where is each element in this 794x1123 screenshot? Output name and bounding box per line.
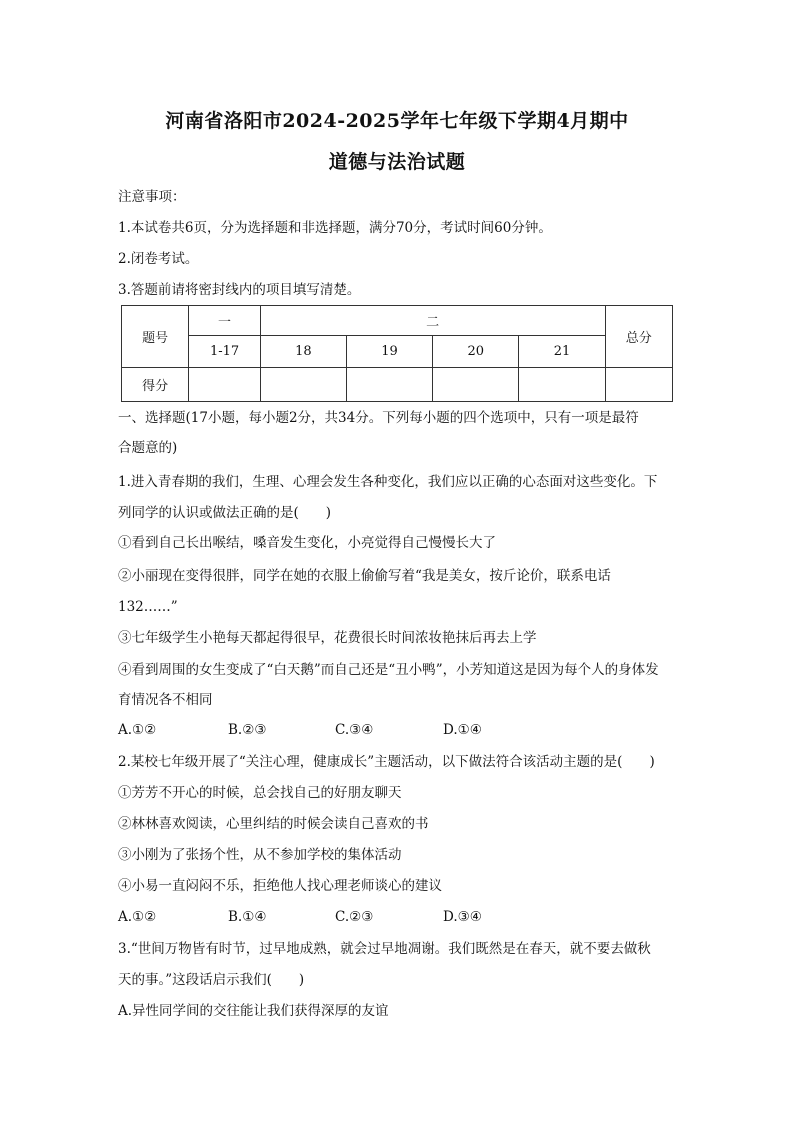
q2-statement-3: ③小刚为了张扬个性，从不参加学校的集体活动: [118, 847, 402, 863]
score-table-total: 总分: [605, 306, 672, 368]
q2-option-a: A.①②: [118, 909, 157, 925]
score-cell: [346, 368, 432, 402]
q1-statement-2: ②小丽现在变得很胖，同学在她的衣服上偷偷写着“我是美女，按斤论价，联系电话: [118, 568, 611, 584]
q1-statement-4: ④看到周围的女生变成了“白天鹅”而自己还是“丑小鸭”，小芳知道这是因为每个人的身体发: [118, 662, 659, 678]
score-table-col: 21: [519, 336, 605, 368]
q2-option-d: D.③④: [443, 909, 482, 925]
score-table-score-label: 得分: [122, 368, 189, 402]
q2-statement-4: ④小易一直闷闷不乐，拒绝他人找心理老师谈心的建议: [118, 878, 442, 894]
q1-stem-cont: 列同学的认识或做法正确的是( ): [118, 505, 332, 521]
q1-option-c: C.③④: [335, 722, 374, 738]
score-table: [121, 305, 673, 402]
q1-statement-3: ③七年级学生小艳每天都起得很早，花费很长时间浓妆艳抹后再去上学: [118, 630, 537, 646]
score-cell: [189, 368, 260, 402]
q2-option-b: B.①④: [228, 909, 267, 925]
q2-stem: 2.某校七年级开展了“关注心理，健康成长”主题活动，以下做法符合该活动主题的是( ): [118, 754, 655, 770]
q2-option-c: C.②③: [335, 909, 374, 925]
q1-statement-2-cont: 132……”: [118, 599, 178, 615]
score-cell: [605, 368, 672, 402]
q1-statement-1: ①看到自己长出喉结，嗓音发生变化，小亮觉得自己慢慢长大了: [118, 535, 496, 551]
q3-option-a: A.异性同学间的交往能让我们获得深厚的友谊: [118, 1003, 389, 1019]
score-cell: [260, 368, 346, 402]
q1-option-a: A.①②: [118, 722, 157, 738]
q1-option-d: D.①④: [443, 722, 482, 738]
score-cell: [433, 368, 519, 402]
exam-subtitle: 道德与法治试题: [328, 151, 466, 173]
note-item-1: 1.本试卷共6页，分为选择题和非选择题，满分70分，考试时间60分钟。: [118, 220, 552, 236]
note-item-2: 2.闭卷考试。: [118, 251, 199, 267]
score-cell: [519, 368, 605, 402]
q2-statement-1: ①芳芳不开心的时候，总会找自己的好朋友聊天: [118, 785, 402, 801]
q3-stem: 3.“世间万物皆有时节，过早地成熟，就会过早地凋谢。我们既然是在春天，就不要去做秋: [118, 941, 651, 957]
q3-stem-cont: 天的事。”这段话启示我们( ): [118, 972, 305, 988]
q1-statement-4-cont: 育情况各不相同: [118, 692, 213, 708]
score-table-part1: 一: [189, 306, 260, 336]
score-table-part2: 二: [260, 306, 605, 336]
q1-option-b: B.②③: [228, 722, 267, 738]
section1-instructions-cont: 合题意的): [118, 440, 178, 456]
q1-stem: 1.进入青春期的我们，生理、心理会发生各种变化，我们应以正确的心态面对这些变化。下: [118, 474, 658, 490]
score-table-col: 20: [433, 336, 519, 368]
q2-statement-2: ②林林喜欢阅读，心里纠结的时候会读自己喜欢的书: [118, 816, 429, 832]
score-table-col: 18: [260, 336, 346, 368]
score-table-tihao: 题号: [122, 306, 189, 368]
notes-heading: 注意事项：: [118, 189, 186, 205]
exam-title: 河南省洛阳市2024-2025学年七年级下学期4月期中: [165, 110, 629, 132]
score-table-col: 19: [346, 336, 432, 368]
section1-instructions: 一、选择题(17小题，每小题2分，共34分。下列每小题的四个选项中，只有一项是最符: [118, 410, 639, 426]
score-table-col: 1-17: [189, 336, 260, 368]
note-item-3: 3.答题前请将密封线内的项目填写清楚。: [118, 282, 361, 298]
